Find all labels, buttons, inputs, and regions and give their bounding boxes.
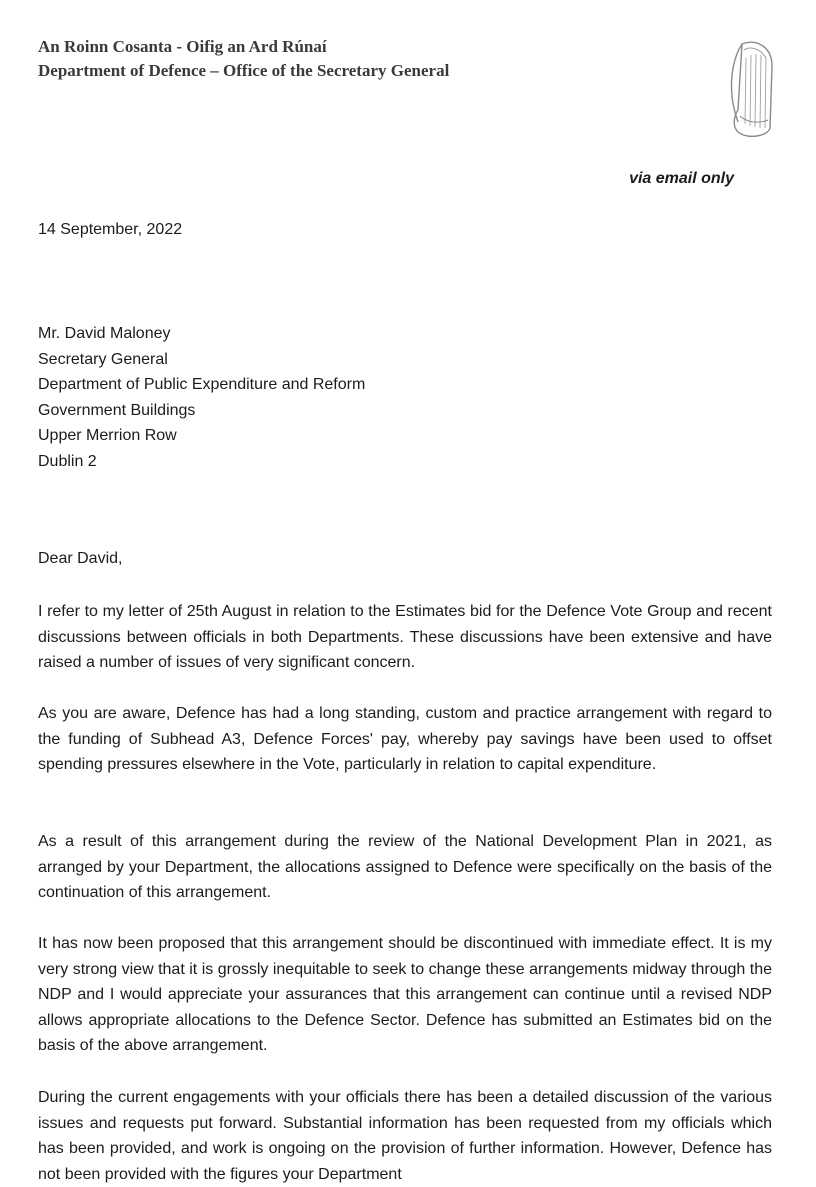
- harp-icon: [728, 36, 776, 140]
- letterhead-irish: An Roinn Cosanta - Oifig an Ard Rúnaí: [38, 37, 327, 56]
- recipient-title: Secretary General: [38, 350, 168, 368]
- recipient-name: Mr. David Maloney: [38, 325, 171, 342]
- delivery-note: via email only: [629, 170, 734, 187]
- letter-date: 14 September, 2022: [38, 221, 183, 238]
- paragraph: I refer to my letter of 25th August in relation to the Estimates bid for the Defence Vote Group and recent discussions between officials in both Departments. These discussions have been extensive and have raised a number of issues of very significant concern.: [38, 603, 772, 672]
- recipient-city: Dublin 2: [38, 452, 97, 470]
- recipient-building: Government Buildings: [38, 401, 196, 419]
- paragraph: As a result of this arrangement during the review of the National Development Plan in 2021, as arranged by your Department, the allocations assigned to Defence were specifically on the basis of the continuation of this arrangement.: [38, 833, 772, 902]
- recipient-address: [38, 321, 365, 475]
- paragraph: It has now been proposed that this arrangement should be discontinued with immediate effect. It is my very strong view that it is grossly inequitable to seek to change these arrangements midway through the NDP and I would appreciate your assurances that this arrangement can continue until a revised NDP allows appropriate allocations to the Defence Sector. Defence has submitted an Estimates bid on the basis of the above arrangement.: [38, 935, 772, 1055]
- paragraph: As you are aware, Defence has had a long standing, custom and practice arrangement with regard to the funding of Subhead A3, Defence Forces' pay, whereby pay savings have been used to offset spending pressures elsewhere in the Vote, particularly in relation to capital expenditure.: [38, 705, 772, 774]
- paragraph: During the current engagements with your officials there has been a detailed discussion of the various issues and requests put forward. Substantial information has been requested from my officials which has been provided, and work is ongoing on the provision of further information. However, Defence has not been provided with the figures your Department: [38, 1089, 772, 1183]
- recipient-department: Department of Public Expenditure and Reform: [38, 376, 366, 394]
- letterhead-english: Department of Defence – Office of the Secretary General: [38, 61, 450, 80]
- salutation: Dear David,: [38, 550, 123, 567]
- recipient-street: Upper Merrion Row: [38, 427, 177, 445]
